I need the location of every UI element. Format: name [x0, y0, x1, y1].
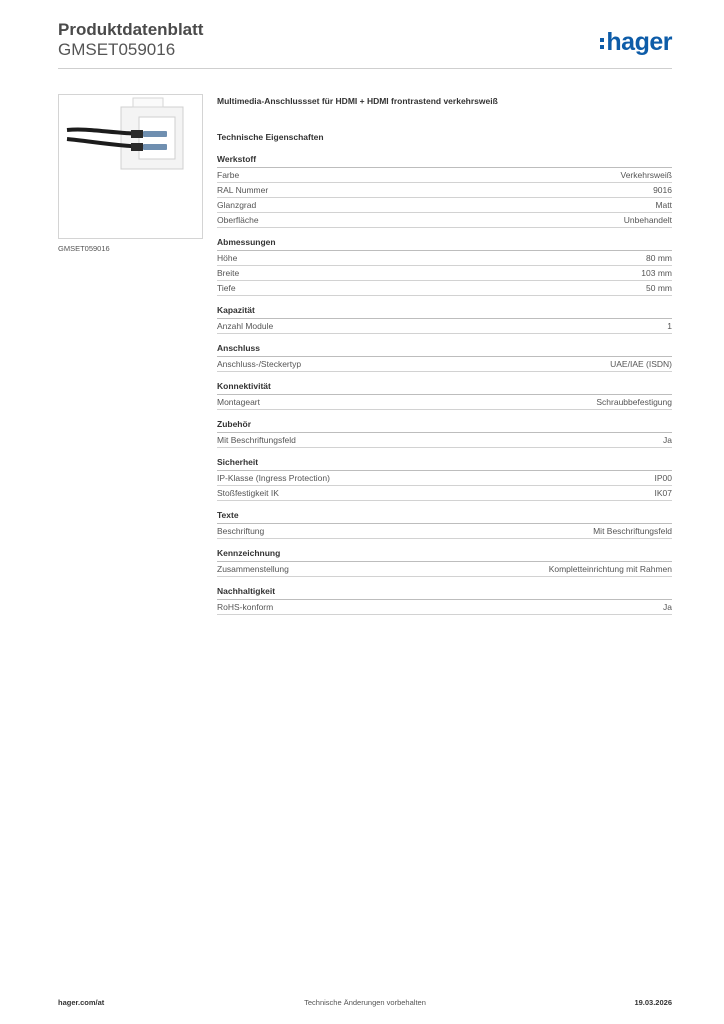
spec-section	[217, 586, 672, 615]
spec-label: RAL Nummer	[217, 185, 269, 195]
section-title: Texte	[217, 510, 672, 524]
spec-label: Beschriftung	[217, 526, 265, 536]
spec-label: Stoßfestigkeit IK	[217, 488, 279, 498]
spec-section	[217, 237, 672, 296]
spec-row	[217, 433, 672, 448]
spec-label: Höhe	[217, 253, 238, 263]
spec-row	[217, 168, 672, 183]
footer-disclaimer: Technische Änderungen vorbehalten	[304, 998, 426, 1007]
product-code: GMSET059016	[58, 40, 176, 59]
section-title: Nachhaltigkeit	[217, 586, 672, 600]
document-header	[58, 20, 203, 60]
spec-section	[217, 510, 672, 539]
spec-value: UAE/IAE (ISDN)	[610, 359, 672, 369]
spec-label: Anschluss-/Steckertyp	[217, 359, 302, 369]
section-title: Konnektivität	[217, 381, 672, 395]
spec-row	[217, 562, 672, 577]
spec-section	[217, 548, 672, 577]
spec-section	[217, 419, 672, 448]
image-caption: GMSET059016	[58, 244, 110, 253]
section-title: Zubehör	[217, 419, 672, 433]
spec-row	[217, 213, 672, 228]
spec-row	[217, 251, 672, 266]
spec-label: Farbe	[217, 170, 240, 180]
section-title: Kennzeichnung	[217, 548, 672, 562]
spec-value: 1	[667, 321, 672, 331]
spec-section	[217, 305, 672, 334]
spec-row	[217, 471, 672, 486]
product-image	[58, 94, 203, 239]
spec-label: Mit Beschriftungsfeld	[217, 435, 296, 445]
logo-dots-icon	[600, 38, 604, 49]
spec-label: Zusammenstellung	[217, 564, 289, 574]
header-divider	[58, 68, 672, 69]
section-title: Werkstoff	[217, 154, 672, 168]
spec-value: Unbehandelt	[623, 215, 672, 225]
spec-row	[217, 395, 672, 410]
footer-date: 19.03.2026	[634, 998, 672, 1007]
spec-section	[217, 381, 672, 410]
spec-row	[217, 198, 672, 213]
spec-value: 103 mm	[641, 268, 672, 278]
spec-value: Verkehrsweiß	[620, 170, 672, 180]
hager-logo	[600, 28, 672, 56]
spec-value: Matt	[655, 200, 672, 210]
spec-row	[217, 319, 672, 334]
page-title: Produktdatenblatt	[58, 20, 204, 39]
spec-label: IP-Klasse (Ingress Protection)	[217, 473, 330, 483]
spec-row	[217, 600, 672, 615]
spec-row	[217, 266, 672, 281]
logo-wordmark: hager	[606, 28, 672, 56]
spec-row	[217, 486, 672, 501]
spec-label: Montageart	[217, 397, 260, 407]
section-title: Abmessungen	[217, 237, 672, 251]
spec-label: Anzahl Module	[217, 321, 274, 331]
spec-value: 80 mm	[646, 253, 672, 263]
spec-value: IK07	[654, 488, 672, 498]
product-name: Multimedia-Anschlussset für HDMI + HDMI frontrastend verkehrsweiß	[217, 96, 498, 106]
spec-row	[217, 183, 672, 198]
spec-section	[217, 154, 672, 228]
footer-website-link[interactable]: hager.com/at	[58, 998, 105, 1007]
spec-row	[217, 524, 672, 539]
spec-label: Breite	[217, 268, 240, 278]
spec-label: Oberfläche	[217, 215, 259, 225]
spec-label: RoHS-konform	[217, 602, 274, 612]
spec-sections	[217, 154, 672, 615]
spec-label: Glanzgrad	[217, 200, 257, 210]
spec-section	[217, 343, 672, 372]
spec-value: Ja	[663, 435, 672, 445]
specs-heading: Technische Eigenschaften	[217, 132, 324, 142]
section-title: Sicherheit	[217, 457, 672, 471]
spec-value: Kompletteinrichtung mit Rahmen	[548, 564, 672, 574]
spec-content	[217, 96, 672, 624]
spec-label: Tiefe	[217, 283, 236, 293]
spec-row	[217, 357, 672, 372]
section-title: Kapazität	[217, 305, 672, 319]
hdmi-outlet-illustration	[59, 95, 202, 238]
spec-value: IP00	[654, 473, 672, 483]
section-title: Anschluss	[217, 343, 672, 357]
spec-row	[217, 281, 672, 296]
spec-value: Ja	[663, 602, 672, 612]
spec-value: 50 mm	[646, 283, 672, 293]
spec-value: 9016	[653, 185, 672, 195]
spec-value: Schraubbefestigung	[596, 397, 672, 407]
spec-section	[217, 457, 672, 501]
spec-value: Mit Beschriftungsfeld	[593, 526, 672, 536]
